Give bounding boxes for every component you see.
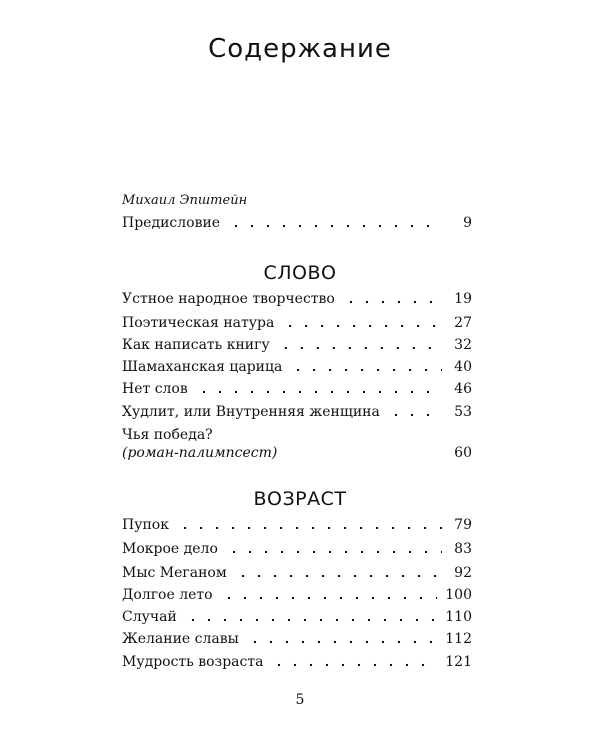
section-heading-slovo: СЛОВО — [263, 262, 337, 284]
toc-entry-page: 53 — [454, 404, 472, 420]
dot-leader — [278, 335, 442, 349]
toc-entry-label: Худлит, или Внутренняя женщина — [122, 404, 380, 420]
toc-entry-label: Как написать книгу — [122, 337, 270, 353]
toc-entry-label: Устное народное творчество — [122, 291, 335, 307]
toc-entry[interactable] — [122, 402, 472, 420]
toc-entry-page: 46 — [454, 381, 472, 397]
dot-leader — [235, 563, 442, 577]
section-heading-vozrast: ВОЗРАСТ — [253, 488, 347, 510]
toc-entry-page: 60 — [454, 445, 472, 461]
toc-entry-page: 83 — [454, 541, 472, 557]
dot-leader — [226, 539, 442, 553]
toc-entry-page: 112 — [445, 631, 472, 647]
dot-leader — [282, 313, 442, 327]
dot-leader — [228, 213, 442, 227]
toc-entry[interactable] — [122, 289, 472, 307]
toc-entry[interactable] — [122, 424, 472, 462]
toc-entry[interactable] — [122, 335, 472, 353]
toc-entry-page: 100 — [445, 587, 472, 603]
toc-entry-label: Случай — [122, 609, 177, 625]
toc-entry-label: Мыс Меганом — [122, 565, 227, 581]
dot-leader — [185, 607, 437, 621]
toc-entry-label: Долгое лето — [122, 587, 213, 603]
dot-leader — [247, 629, 438, 643]
toc-entry-label: Нет слов — [122, 381, 188, 397]
dot-leader — [177, 515, 442, 529]
toc-entry[interactable] — [122, 515, 472, 533]
dot-leader — [290, 357, 442, 371]
toc-entry[interactable] — [122, 652, 472, 670]
toc-entry-label: Поэтическая натура — [122, 315, 275, 331]
toc-entry[interactable] — [122, 313, 472, 331]
toc-entry[interactable] — [122, 563, 472, 581]
toc-entry[interactable] — [122, 539, 472, 557]
dot-leader — [343, 289, 442, 303]
dot-leader — [271, 652, 437, 666]
dot-leader — [388, 402, 442, 416]
page-title: Содержание — [208, 34, 392, 64]
intro-author: Михаил Эпштейн — [122, 193, 248, 208]
toc-entry-page: 121 — [445, 654, 472, 670]
toc-entry-page: 27 — [454, 315, 472, 331]
toc-entry-page: 40 — [454, 359, 472, 375]
toc-entry-label: Пупок — [122, 517, 169, 533]
toc-entry[interactable] — [122, 607, 472, 625]
toc-entry[interactable] — [122, 379, 472, 397]
toc-entry-label: Мокрое дело — [122, 541, 218, 557]
toc-entry-label: Желание славы — [122, 631, 239, 647]
toc-entry-page: 79 — [454, 517, 472, 533]
toc-entry-label-line2: (роман-палимпсест) — [122, 445, 278, 461]
toc-entry-page: 19 — [454, 291, 472, 307]
toc-entry[interactable] — [122, 585, 472, 603]
toc-entry-preface[interactable] — [122, 213, 472, 231]
toc-entry[interactable] — [122, 629, 472, 647]
toc-entry-label: Шамаханская царица — [122, 359, 283, 375]
toc-entry-page: 92 — [454, 565, 472, 581]
dot-leader — [221, 585, 438, 599]
dot-leader — [196, 379, 442, 393]
page-number: 5 — [295, 692, 305, 708]
toc-entry-label-line1: Чья победа? — [122, 427, 213, 443]
toc-entry[interactable] — [122, 357, 472, 375]
toc-entry-page: 32 — [454, 337, 472, 353]
toc-entry-label: Мудрость возраста — [122, 654, 264, 670]
toc-entry-page: 110 — [445, 609, 472, 625]
toc-entry-page: 9 — [463, 215, 472, 231]
toc-entry-label: Предисловие — [122, 215, 221, 231]
toc-entry-label — [122, 426, 277, 462]
